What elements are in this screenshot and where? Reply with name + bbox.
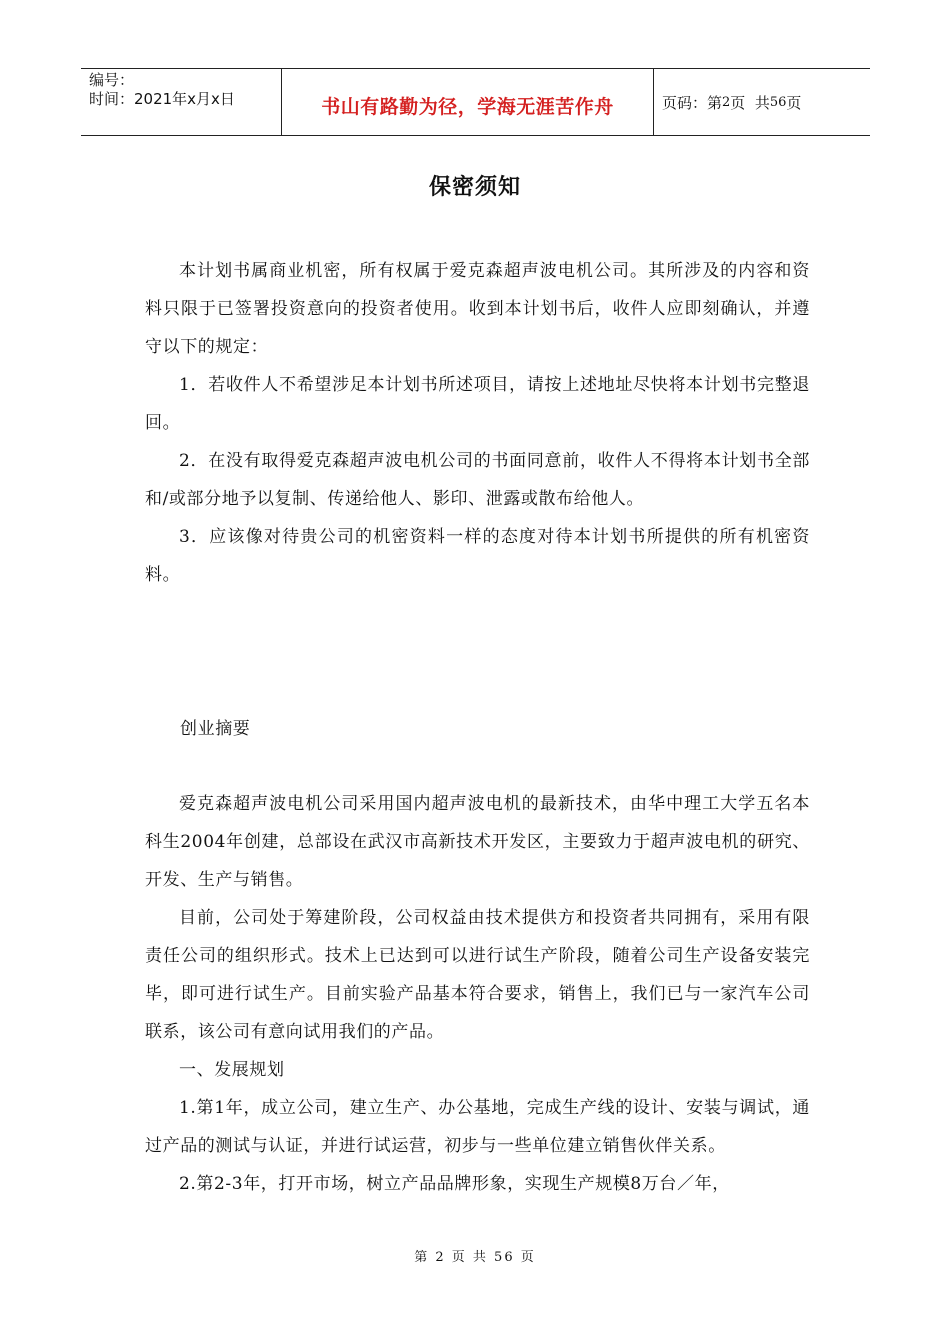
section-heading: 创业摘要: [180, 719, 251, 739]
paragraph: 1.第1年，成立公司，建立生产、办公基地，完成生产线的设计、安装与调试，通过产品的测试与认证，并进行试运营，初步与一些单位建立销售伙伴关系。: [145, 1098, 810, 1156]
paragraph: 2．在没有取得爱克森超声波电机公司的书面同意前，收件人不得将本计划书全部和/或部分地予以复制、传递给他人、影印、泄露或散布给他人。: [145, 451, 810, 509]
paragraph: 1．若收件人不希望涉足本计划书所述项目，请按上述地址尽快将本计划书完整退回。: [145, 375, 810, 433]
page-total: 56: [769, 94, 787, 110]
paragraph: 3．应该像对待贵公司的机密资料一样的态度对待本计划书所提供的所有机密资料。: [145, 527, 810, 585]
header-meta: [81, 69, 281, 135]
paragraph: 2.第2-3年，打开市场，树立产品品牌形象，实现生产规模8万台／年，: [179, 1174, 730, 1194]
page-header: [81, 68, 870, 136]
paragraph: 目前，公司处于筹建阶段，公司权益由技术提供方和投资者共同拥有，采用有限责任公司的组织形式。技术上已达到可以进行试生产阶段，随着公司生产设备安装完毕，即可进行试生产。目前实验产品基本符合要求，销售上，我们已与一家汽车公司联系，该公司有意向试用我们的产品。: [145, 908, 810, 1042]
document-number-label: 编号：: [89, 71, 135, 89]
summary-section: [145, 785, 810, 1203]
page-mid: 页 共: [730, 93, 770, 112]
confidentiality-section: [145, 252, 810, 594]
page-title: 保密须知: [428, 175, 521, 200]
document-date: 时间：2021年x月x日: [89, 90, 235, 108]
paragraph: 爱克森超声波电机公司采用国内超声波电机的最新技术，由华中理工大学五名本科生2004年创建，总部设在武汉市高新技术开发区，主要致力于超声波电机的研究、开发、生产与销售。: [145, 794, 810, 890]
subheading: 一、发展规划: [179, 1060, 285, 1080]
page-prefix: 页码：第: [662, 93, 723, 112]
header-motto-cell: [281, 69, 654, 135]
header-motto: 书山有路勤为径，学海无涯苦作舟: [321, 95, 614, 118]
page-footer: 第 2 页 共 56 页: [414, 1250, 536, 1265]
paragraph: 本计划书属商业机密，所有权属于爱克森超声波电机公司。其所涉及的内容和资料只限于已签署投资意向的投资者使用。收到本计划书后，收件人应即刻确认，并遵守以下的规定：: [145, 261, 810, 357]
header-page-number: [654, 69, 870, 135]
page-suffix: 页: [786, 93, 802, 112]
page-current: 2: [722, 94, 731, 110]
